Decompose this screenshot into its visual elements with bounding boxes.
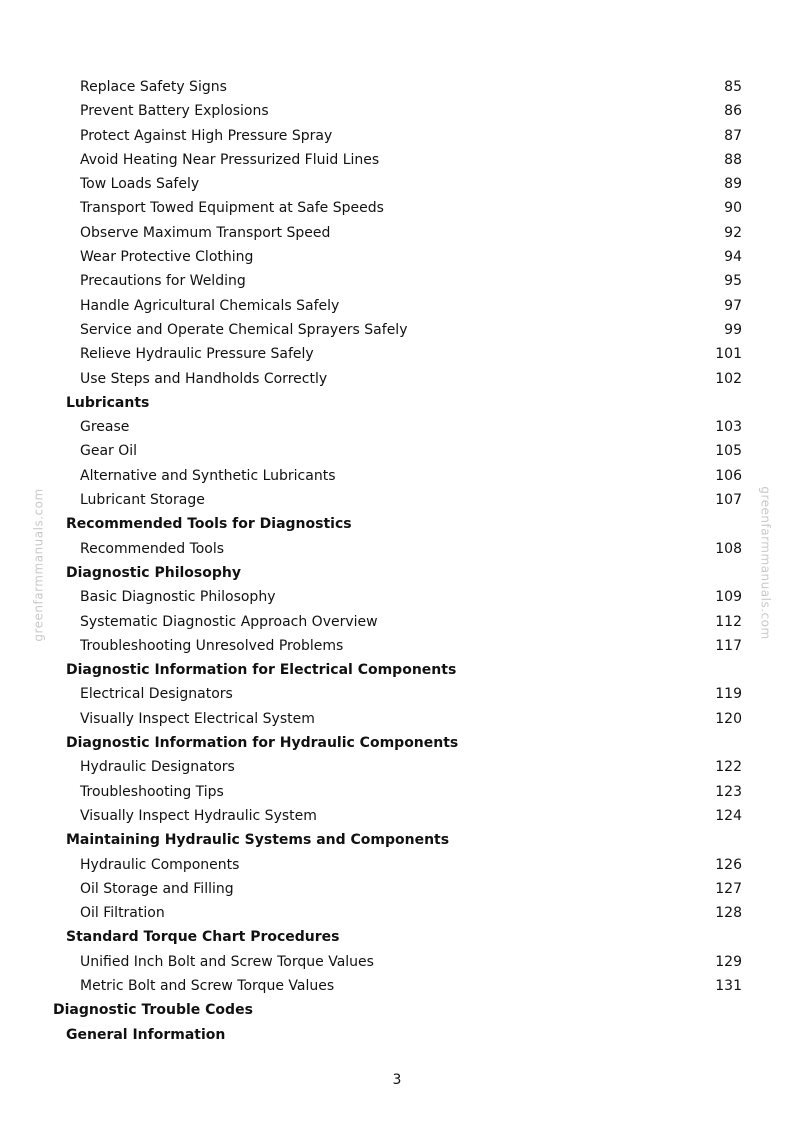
toc-entry-title: Precautions for Welding <box>80 273 246 290</box>
toc-entry-page-number: 131 <box>715 977 742 994</box>
toc-section-heading[interactable] <box>0 658 794 682</box>
toc-entry-page-number: 108 <box>715 540 742 557</box>
toc-entry-title: Lubricant Storage <box>80 492 205 509</box>
toc-entry[interactable] <box>0 974 794 998</box>
toc-entry-title: Replace Safety Signs <box>80 79 227 95</box>
toc-entry-title: Oil Filtration <box>80 905 165 922</box>
toc-entry-page-number: 87 <box>724 127 742 144</box>
toc-entry-title: Diagnostic Trouble Codes <box>53 1002 253 1019</box>
toc-entry-page-number: 103 <box>715 419 742 436</box>
toc-entry-page-number: 122 <box>715 759 742 776</box>
toc-section-heading[interactable] <box>0 391 794 415</box>
toc-entry[interactable] <box>0 148 794 172</box>
toc-entry[interactable] <box>0 877 794 901</box>
toc-entry-page-number: 117 <box>715 637 742 654</box>
toc-entry[interactable] <box>0 245 794 269</box>
toc-entry[interactable] <box>0 318 794 342</box>
toc-entry-title: Relieve Hydraulic Pressure Safely <box>80 346 314 363</box>
toc-entry-page-number: 128 <box>715 905 742 922</box>
toc-entry-title: Protect Against High Pressure Spray <box>80 127 333 144</box>
toc-entry-title: General Information <box>66 1026 226 1043</box>
toc-entry-page-number: 95 <box>724 273 742 290</box>
toc-section-heading[interactable] <box>0 731 794 755</box>
toc-entry[interactable] <box>0 755 794 779</box>
toc-entry-title: Lubricants <box>66 394 150 411</box>
toc-entry[interactable] <box>0 488 794 512</box>
toc-entry-page-number: 86 <box>724 103 742 120</box>
toc-entry-title: Diagnostic Information for Hydraulic Components <box>66 735 459 752</box>
toc-entry-title: Troubleshooting Unresolved Problems <box>80 637 344 654</box>
table-of-contents <box>0 75 794 1047</box>
toc-entry-title: Oil Storage and Filling <box>80 880 234 897</box>
toc-entry[interactable] <box>0 124 794 148</box>
toc-entry-page-number: 127 <box>715 880 742 897</box>
watermark-right: greenfarmmanuals.com <box>758 486 773 640</box>
toc-entry-title: Visually Inspect Hydraulic System <box>80 807 317 824</box>
toc-entry-page-number: 101 <box>715 346 742 363</box>
toc-entry-title: Handle Agricultural Chemicals Safely <box>80 297 340 314</box>
toc-entry-page-number: 102 <box>715 370 742 387</box>
toc-entry-title: Avoid Heating Near Pressurized Fluid Lines <box>80 151 380 168</box>
toc-entry-page-number: 105 <box>715 443 742 460</box>
toc-section-heading[interactable] <box>0 828 794 852</box>
toc-entry[interactable] <box>0 950 794 974</box>
toc-entry-page-number: 92 <box>724 224 742 241</box>
toc-entry-title: Prevent Battery Explosions <box>80 103 269 120</box>
toc-entry-title: Transport Towed Equipment at Safe Speeds <box>80 200 384 217</box>
toc-section-heading[interactable] <box>0 512 794 536</box>
toc-entry-title: Visually Inspect Electrical System <box>80 710 315 727</box>
toc-entry[interactable] <box>0 610 794 634</box>
toc-entry[interactable] <box>0 415 794 439</box>
toc-entry-title: Diagnostic Philosophy <box>66 564 241 581</box>
toc-entry[interactable] <box>0 537 794 561</box>
toc-entry-page-number: 85 <box>724 79 742 95</box>
toc-entry[interactable] <box>0 585 794 609</box>
toc-entry-page-number: 106 <box>715 467 742 484</box>
toc-entry-title: Observe Maximum Transport Speed <box>80 224 331 241</box>
toc-entry-page-number: 123 <box>715 783 742 800</box>
toc-entry-title: Diagnostic Information for Electrical Components <box>66 662 457 679</box>
toc-entry-title: Troubleshooting Tips <box>80 783 224 800</box>
toc-entry-title: Electrical Designators <box>80 686 233 703</box>
toc-entry-title: Maintaining Hydraulic Systems and Components <box>66 832 450 849</box>
toc-entry[interactable] <box>0 439 794 463</box>
toc-entry[interactable] <box>0 707 794 731</box>
toc-entry-page-number: 90 <box>724 200 742 217</box>
toc-entry-page-number: 112 <box>715 613 742 630</box>
toc-entry[interactable] <box>0 464 794 488</box>
toc-entry[interactable] <box>0 804 794 828</box>
toc-entry-title: Hydraulic Components <box>80 856 240 873</box>
toc-entry-title: Recommended Tools for Diagnostics <box>66 516 352 533</box>
toc-entry[interactable] <box>0 99 794 123</box>
toc-entry[interactable] <box>0 172 794 196</box>
toc-entry-page-number: 88 <box>724 151 742 168</box>
toc-entry-page-number: 99 <box>724 321 742 338</box>
toc-entry-title: Standard Torque Chart Procedures <box>66 929 340 946</box>
toc-entry-title: Service and Operate Chemical Sprayers Safely <box>80 321 408 338</box>
toc-entry[interactable] <box>0 780 794 804</box>
toc-entry-page-number: 119 <box>715 686 742 703</box>
toc-entry-title: Alternative and Synthetic Lubricants <box>80 467 336 484</box>
toc-entry-page-number: 89 <box>724 176 742 193</box>
toc-entry[interactable] <box>0 682 794 706</box>
toc-entry[interactable] <box>0 853 794 877</box>
toc-entry-page-number: 109 <box>715 589 742 606</box>
toc-section-heading[interactable] <box>0 1023 794 1047</box>
toc-entry-page-number: 124 <box>715 807 742 824</box>
toc-entry[interactable] <box>0 367 794 391</box>
toc-entry-title: Basic Diagnostic Philosophy <box>80 589 276 606</box>
toc-entry[interactable] <box>0 294 794 318</box>
toc-entry-title: Recommended Tools <box>80 540 225 557</box>
toc-entry-title: Metric Bolt and Screw Torque Values <box>80 977 335 994</box>
toc-section-heading[interactable] <box>0 925 794 949</box>
toc-entry[interactable] <box>0 75 794 99</box>
toc-entry-page-number: 97 <box>724 297 742 314</box>
toc-entry[interactable] <box>0 901 794 925</box>
toc-entry[interactable] <box>0 196 794 220</box>
toc-entry[interactable] <box>0 634 794 658</box>
toc-entry-title: Unified Inch Bolt and Screw Torque Values <box>80 953 374 970</box>
toc-entry-title: Hydraulic Designators <box>80 759 235 776</box>
toc-entry[interactable] <box>0 221 794 245</box>
toc-entry[interactable] <box>0 269 794 293</box>
toc-entry-title: Systematic Diagnostic Approach Overview <box>80 613 378 630</box>
toc-entry[interactable] <box>0 342 794 366</box>
toc-entry-title: Tow Loads Safely <box>80 176 200 193</box>
toc-entry-page-number: 120 <box>715 710 742 727</box>
page-number: 3 <box>392 1072 402 1088</box>
toc-entry-page-number: 129 <box>715 953 742 970</box>
toc-entry-page-number: 107 <box>715 492 742 509</box>
toc-section-heading[interactable] <box>0 561 794 585</box>
toc-entry-page-number: 126 <box>715 856 742 873</box>
toc-entry-title: Gear Oil <box>80 443 138 460</box>
watermark-left: greenfarmmanuals.com <box>31 488 46 642</box>
toc-entry-title: Wear Protective Clothing <box>80 249 254 266</box>
toc-entry-page-number: 94 <box>724 249 742 266</box>
toc-entry-title: Use Steps and Handholds Correctly <box>80 370 328 387</box>
toc-entry-title: Grease <box>80 419 130 436</box>
toc-section-heading[interactable] <box>0 998 794 1022</box>
